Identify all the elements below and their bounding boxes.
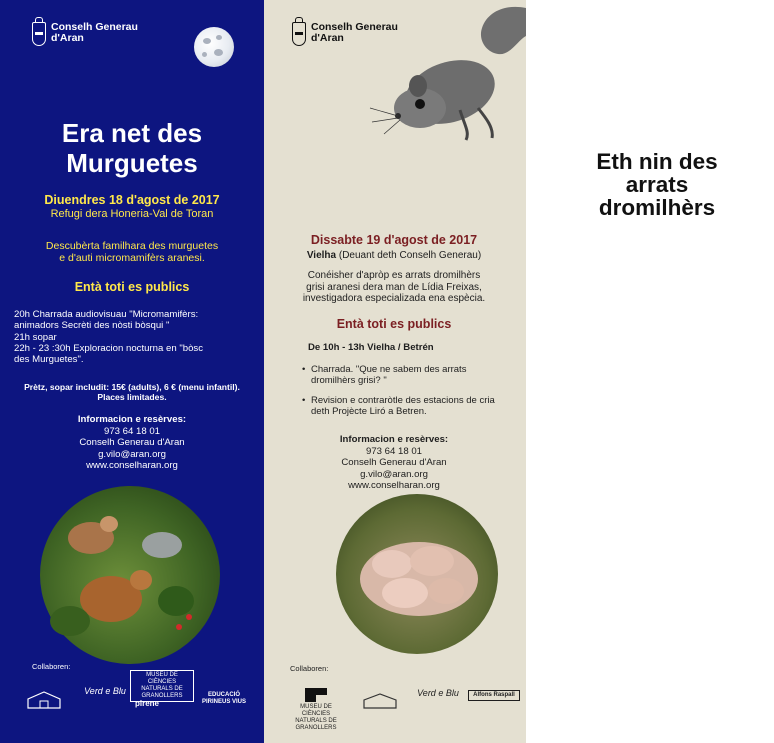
house-icon (24, 690, 64, 710)
org-logo (32, 22, 138, 46)
contact-web[interactable]: www.conselharan.org (86, 460, 178, 471)
contact-phone: 973 64 18 01 (103, 425, 161, 437)
coat-of-arms-icon (292, 22, 306, 46)
contact-org: Conselh Generau d'Aran (79, 437, 185, 448)
event-intro: Conéisher d'apròp es arrats dromilhèrs grisi aranesi dera man de Lídia Freixas, investigadora especializada ena espècia. (302, 270, 486, 305)
event-schedule: De 10h - 13h Vielha / Betrén (308, 342, 434, 353)
sponsor-museu: MUSEU DE CIÈNCIES NATURALS DE GRANOLLERS (288, 688, 344, 732)
contact-email[interactable]: g.vilo@aran.org (360, 468, 428, 480)
event-title: Eth nin des arrats dromilhèrs (596, 149, 718, 220)
contact-phone: 973 64 18 01 (365, 445, 423, 457)
left-poster (0, 0, 264, 743)
list-item: • Revision e contraròtle des estacions de cria deth Projècte Liró a Betren. (302, 395, 498, 418)
event-intro: Descubèrta familhara des murguetes e d'auti micromamifèrs aranesi. (45, 240, 219, 264)
dormouse-illustration (390, 0, 526, 150)
sponsor-house-logo (18, 690, 70, 713)
contact-block (276, 434, 512, 492)
sponsor-educacio: EDUCACIÓ PIRINEUS VIUS (201, 692, 246, 705)
sponsor-house-logo (358, 692, 402, 713)
org-name: Conselh Generau d'Aran (51, 21, 138, 44)
event-place: Vielha (Deuant deth Conselh Generau) (306, 250, 482, 261)
sponsor-verd-e-blu: Verd e Blu (84, 686, 126, 696)
contact-web[interactable]: www.conselharan.org (348, 480, 440, 491)
sponsor-pirene: pirene (134, 699, 159, 708)
event-program: 20h Charrada audiovisuau "Micromamifèrs: animadors Secrèti des nòsti bòsqui " 21h sopar 22h - 23 :30h Exploracion nocturna en "bòsc des Murguetes". (14, 309, 204, 366)
dormouse-forest-illustration (40, 486, 220, 664)
right-poster (264, 0, 718, 743)
coat-of-arms-icon (32, 22, 46, 46)
sponsor-verd-e-blu: Verd e Blu (417, 688, 459, 698)
event-date: Diuendres 18 d'agost de 2017 (44, 193, 220, 207)
event-place: Refugi dera Honeria-Val de Toran (50, 208, 214, 220)
collaborators-label: Collaboren: (290, 664, 329, 673)
list-item: • Charrada. "Que ne sabem des arrats dromilhèrs grisi? " (302, 364, 498, 387)
sponsor-museu: MUSEU DE CIÈNCIES NATURALS DE GRANOLLERS (130, 670, 194, 702)
contact-heading: Informacion e resèrves: (339, 434, 449, 445)
org-logo (292, 22, 398, 46)
dormouse-babies-photo (336, 494, 498, 654)
contact-email[interactable]: g.vilo@aran.org (98, 448, 166, 460)
museu-mark-icon (305, 688, 327, 702)
moon-icon (194, 27, 234, 67)
price-note: Prètz, sopar includit: 15€ (adults), 6 € (menu infantil). Places limitades. (24, 382, 240, 402)
contact-block (12, 414, 252, 472)
activity-list (302, 364, 498, 425)
contact-heading: Informacion e resèrves: (77, 414, 187, 425)
contact-org: Conselh Generau d'Aran (341, 457, 447, 468)
audience-heading: Entà toti es publics (74, 280, 190, 294)
house-icon (360, 692, 400, 710)
sponsor-alfons-raspall: Alfons Raspall (468, 690, 520, 701)
event-title: Era net des Murguetes (61, 118, 203, 178)
collaborators-label: Collaboren: (32, 662, 71, 671)
org-name: Conselh Generau d'Aran (311, 21, 398, 44)
event-date: Dissabte 19 d'agost de 2017 (310, 233, 478, 247)
audience-heading: Entà toti es publics (336, 317, 452, 331)
